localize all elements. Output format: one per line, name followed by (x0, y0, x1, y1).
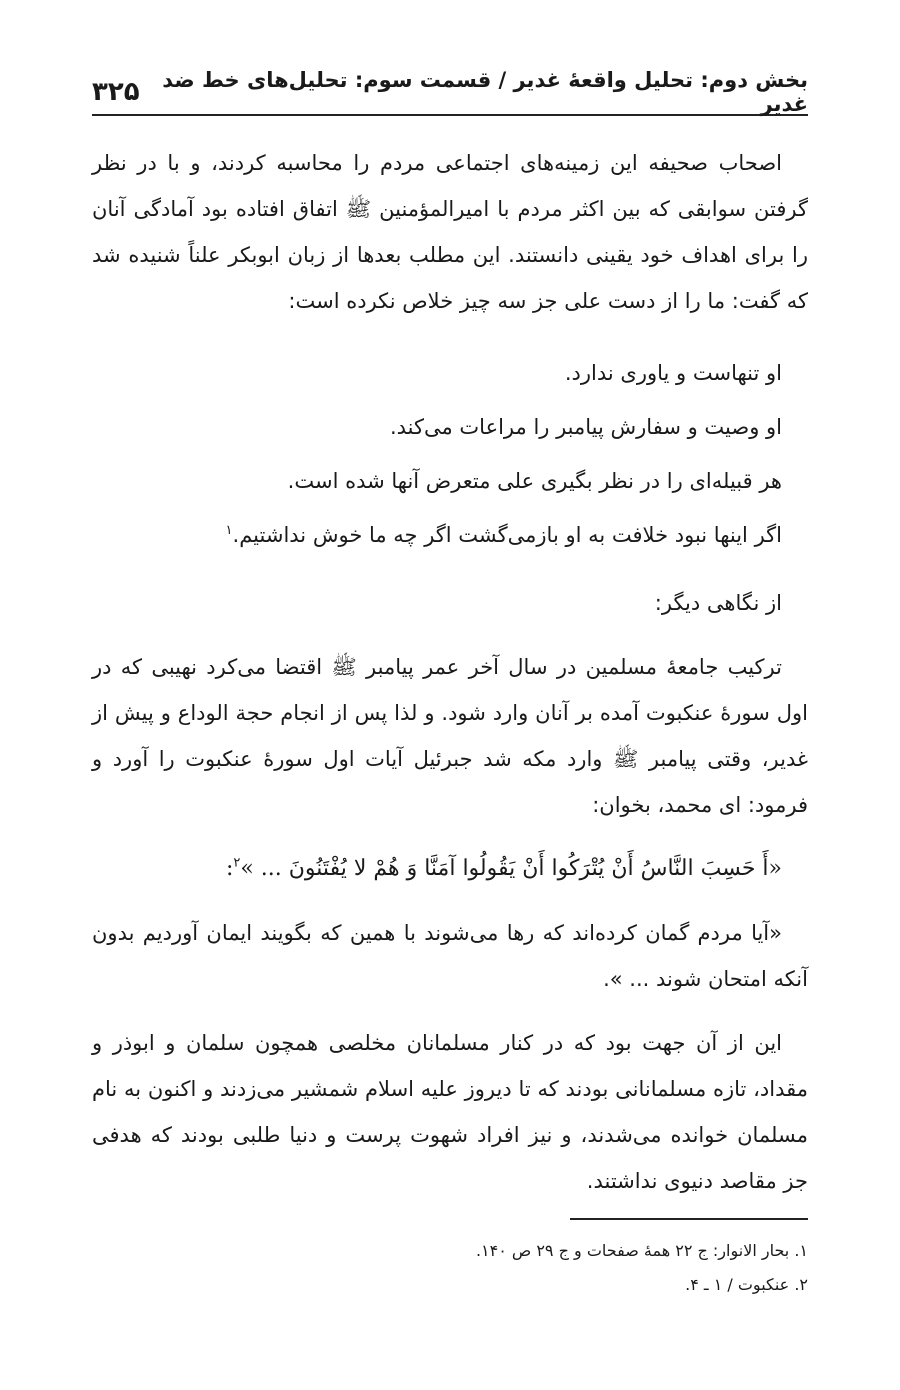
list-item: او تنهاست و یاوری ندارد. (564, 361, 782, 385)
main-text (92, 140, 808, 1204)
running-title: بخش دوم: تحلیل واقعهٔ غدیر / قسمت سوم: تحلیل‌های خط ضد غدیر (162, 68, 808, 116)
list-item-text: اگر اینها نبود خلافت به او بازمی‌گشت اگر چه ما خوش نداشتیم. (232, 523, 782, 547)
running-header (92, 70, 808, 116)
paragraph-5: این از آن جهت بود که در کنار مسلمانان مخلصی همچون سلمان و ابوذر و مقداد، تازه مسلمانانی بودند که تا دیروز علیه اسلام شمشیر می‌زدند و اکنون به نام مسلمان خوانده می‌شدند، و نیز افراد شهوت پرست و دنیا طلبی بودند که هدفی جز مقاصد دنیوی نداشتند. (92, 1031, 808, 1193)
list-item: هر قبیله‌ای را در نظر بگیری علی متعرض آنها شده است. (287, 469, 782, 493)
list-item: او وصیت و سفارش پیامبر را مراعات می‌کند. (389, 415, 782, 439)
footnote-ref-2[interactable]: ۲ (233, 855, 241, 871)
footnote-ref-1[interactable]: ۱ (225, 523, 233, 538)
verse-translation: «آیا مردم گمان کرده‌اند که رها می‌شوند با همین که بگویند ایمان آوردیم بدون آنکه امتحان شوند ... ». (92, 921, 808, 991)
footnote-2: ۲. عنکبوت / ۱ ـ ۴. (685, 1275, 808, 1294)
footnote-1: ۱. بحار الانوار: ج ۲۲ همهٔ صفحات و ج ۲۹ ص ۱۴۰. (475, 1241, 808, 1260)
paragraph-2: از نگاهی دیگر: (654, 591, 782, 615)
footnotes (92, 1234, 808, 1302)
quran-verse (92, 846, 808, 892)
page-number: ۳۲۵ (92, 77, 140, 107)
verse-text: «أَ حَسِبَ النَّاسُ أَنْ يُتْرَكُوا أَنْ يَقُولُوا آمَنَّا وَ هُمْ لا يُفْتَنُونَ ... » (240, 856, 782, 881)
paragraph-1: اصحاب صحیفه این زمینه‌های اجتماعی مردم را محاسبه کردند، و با در نظر گرفتن سوابقی که بین اکثر مردم با امیرالمؤمنین ﷺ اتفاق افتاده بود آمادگی آنان را برای اهداف خود یقینی دانستند. این مطلب بعدها از زبان ابوبکر علناً شنیده شد که گفت: ما را از دست علی جز سه چیز خلاص نکرده است: (92, 151, 808, 313)
footnote-divider (570, 1218, 808, 1220)
verse-colon: : (225, 856, 234, 881)
three-reasons-list (92, 346, 808, 562)
paragraph-3: ترکیب جامعهٔ مسلمین در سال آخر عمر پیامبر ﷺ اقتضا می‌کرد نهیبی که در اول سورهٔ عنکبوت آمده بر آنان وارد شود. و لذا پس از انجام حجة الوداع و پیش از غدیر، وقتی پیامبر ﷺ وارد مکه شد جبرئیل آیات اول سورهٔ عنکبوت را آورد و فرمود: ای محمد، بخوان: (92, 655, 808, 817)
list-item (92, 508, 782, 562)
